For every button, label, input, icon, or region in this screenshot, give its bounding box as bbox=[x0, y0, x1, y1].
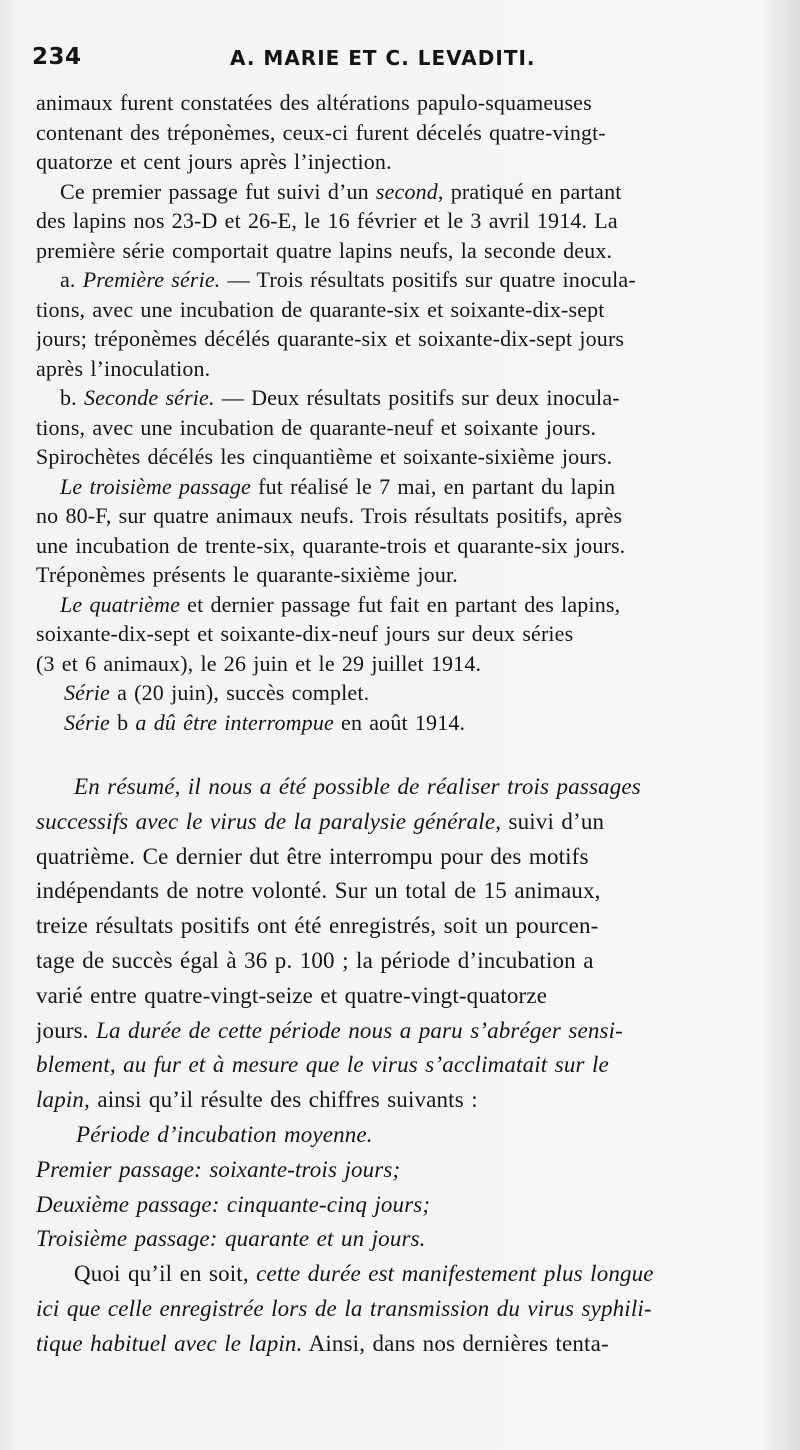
italic-text-segment: Série bbox=[64, 709, 110, 735]
italic-text-segment: Seconde série. bbox=[83, 385, 215, 410]
body-paragraph bbox=[36, 590, 764, 679]
text-segment: une incubation de trente-six, quarante-trois et quarante-six jours. bbox=[36, 532, 626, 558]
text-segment: tions, avec une incubation de quarante-neuf et soixante jours. bbox=[36, 414, 597, 440]
text-segment: (3 et 6 animaux), le 26 juin et le 29 juillet 1914. bbox=[36, 650, 482, 676]
summary-text-line bbox=[36, 770, 764, 805]
summary-section bbox=[36, 770, 764, 1362]
body-text-line bbox=[36, 442, 764, 472]
body-text-line bbox=[36, 472, 764, 502]
text-segment: suivi d’un bbox=[501, 808, 605, 834]
body-text-line bbox=[36, 383, 764, 413]
page-number: 234 bbox=[32, 44, 82, 70]
text-segment: tions, avec une incubation de quarante-six et soixante-dix-sept bbox=[36, 296, 605, 322]
text-segment: a (20 juin), succès complet. bbox=[109, 680, 370, 705]
summary-text-line bbox=[36, 1153, 764, 1188]
italic-text-segment: ici que celle enregistrée lors de la transmission du virus syphili- bbox=[36, 1295, 652, 1321]
summary-text-line bbox=[36, 1292, 764, 1327]
text-segment: et dernier passage fut fait en partant des lapins, bbox=[180, 591, 621, 617]
summary-text-line bbox=[36, 840, 764, 875]
summary-text-line bbox=[36, 1188, 764, 1223]
text-segment: no 80-F, sur quatre animaux neufs. Trois résultats positifs, après bbox=[36, 503, 623, 528]
body-text-line bbox=[36, 678, 764, 708]
text-segment: , pratiqué en partant bbox=[437, 178, 622, 204]
summary-text-line bbox=[36, 1257, 764, 1292]
text-segment: b. bbox=[60, 385, 84, 410]
summary-text-line bbox=[36, 805, 764, 840]
text-segment: Quoi qu’il en soit, bbox=[74, 1261, 257, 1287]
text-segment: b bbox=[109, 709, 136, 735]
text-segment: tage de succès égal à 36 p. 100 ; la période d’incubation a bbox=[36, 947, 594, 973]
body-text-line bbox=[36, 177, 764, 207]
body-text-line bbox=[36, 708, 764, 738]
italic-text-segment: cette durée est manifestement plus longue bbox=[256, 1261, 654, 1287]
body-paragraph bbox=[36, 383, 764, 472]
summary-text-line bbox=[36, 1118, 764, 1153]
text-segment: des lapins nos 23-D et 26-E, le 16 février et le 3 avril 1914. La bbox=[36, 208, 618, 233]
body-text-line bbox=[36, 649, 764, 679]
text-segment: quatrième. Ce dernier dut être interrompu pour des motifs bbox=[36, 843, 589, 869]
experiment-passages-section bbox=[36, 88, 764, 737]
summary-text-line bbox=[36, 944, 764, 979]
body-text-line bbox=[36, 354, 764, 384]
body-paragraph bbox=[36, 678, 764, 708]
text-segment: — Deux résultats positifs sur deux inocula- bbox=[214, 385, 620, 410]
summary-text-line bbox=[36, 1083, 764, 1118]
text-segment: quatorze et cent jours après l’injection. bbox=[36, 149, 392, 174]
italic-text-segment: Première série. bbox=[82, 267, 221, 292]
text-segment: après l’inoculation. bbox=[36, 355, 211, 381]
italic-text-segment: Le troisième passage bbox=[60, 473, 251, 499]
body-text-line bbox=[36, 531, 764, 561]
text-segment: a. bbox=[60, 267, 83, 292]
italic-text-segment: second bbox=[375, 178, 438, 204]
text-segment: indépendants de notre volonté. Sur un total de 15 animaux, bbox=[36, 878, 601, 904]
text-segment: animaux furent constatées des altérations papulo-squameuses bbox=[36, 90, 592, 115]
text-segment: fut réalisé le 7 mai, en partant du lapin bbox=[250, 473, 616, 499]
text-segment: jours; tréponèmes décélés quarante-six et soixante-dix-sept jours bbox=[36, 326, 625, 351]
body-text-line bbox=[36, 501, 764, 531]
body-text-line bbox=[36, 619, 764, 649]
italic-text-segment: Série bbox=[64, 680, 110, 705]
body-text-line bbox=[36, 236, 764, 266]
running-head: A. MARIE ET C. LEVADITI. bbox=[230, 46, 536, 70]
summary-text-line bbox=[36, 1048, 764, 1083]
summary-text-line bbox=[36, 979, 764, 1014]
body-text-line bbox=[36, 324, 764, 354]
body-text-line bbox=[36, 88, 764, 118]
italic-text-segment: La durée de cette période nous a paru s’abréger sensi- bbox=[96, 1017, 623, 1043]
summary-paragraph bbox=[36, 1118, 764, 1257]
text-segment: Ainsi, dans nos dernières tenta- bbox=[302, 1330, 609, 1356]
body-text-line bbox=[36, 265, 764, 295]
italic-text-segment: Premier passage: soixante-trois jours; bbox=[36, 1156, 401, 1182]
italic-text-segment: Le quatrième bbox=[60, 591, 181, 617]
body-paragraph bbox=[36, 708, 764, 738]
italic-text-segment: tique habituel avec le lapin. bbox=[36, 1330, 303, 1356]
text-segment: — Trois résultats positifs sur quatre inocula- bbox=[220, 267, 636, 292]
body-paragraph bbox=[36, 88, 764, 177]
italic-text-segment: successifs avec le virus de la paralysie générale, bbox=[36, 808, 502, 834]
text-segment: jours. bbox=[36, 1017, 97, 1043]
text-segment: Tréponèmes présents le quarante-sixième jour. bbox=[36, 562, 458, 587]
summary-paragraph bbox=[36, 770, 764, 1118]
body-text-line bbox=[36, 206, 764, 236]
body-paragraph bbox=[36, 472, 764, 590]
body-text-line bbox=[36, 590, 764, 620]
italic-text-segment: Deuxième passage: cinquante-cinq jours; bbox=[36, 1191, 431, 1217]
text-segment: Spirochètes décélés les cinquantième et soixante-sixième jours. bbox=[36, 444, 613, 469]
summary-text-line bbox=[36, 1327, 764, 1362]
text-segment: contenant des tréponèmes, ceux-ci furent décelés quatre-vingt- bbox=[36, 119, 606, 145]
italic-text-segment: a dû être interrompue bbox=[135, 709, 334, 735]
italic-text-segment: En résumé, il nous a été possible de réaliser trois passages bbox=[74, 774, 641, 799]
italic-text-segment: lapin, bbox=[36, 1087, 90, 1113]
summary-text-line bbox=[36, 874, 764, 909]
summary-text-line bbox=[36, 1222, 764, 1257]
text-segment: première série comportait quatre lapins neufs, la seconde deux. bbox=[36, 237, 613, 263]
body-text-line bbox=[36, 295, 764, 325]
text-segment: varié entre quatre-vingt-seize et quatre-vingt-quatorze bbox=[36, 982, 548, 1008]
body-paragraph bbox=[36, 177, 764, 266]
text-segment: treize résultats positifs ont été enregistrés, soit un pourcen- bbox=[36, 913, 599, 939]
italic-text-segment: Période d’incubation moyenne. bbox=[76, 1121, 373, 1147]
body-text-line bbox=[36, 560, 764, 590]
text-segment: Ce premier passage fut suivi d’un bbox=[60, 178, 376, 204]
body-text-line bbox=[36, 413, 764, 443]
text-segment: soixante-dix-sept et soixante-dix-neuf jours sur deux séries bbox=[36, 621, 574, 646]
body-text-line bbox=[36, 147, 764, 177]
body-text-line bbox=[36, 118, 764, 148]
summary-text-line bbox=[36, 1014, 764, 1049]
body-paragraph bbox=[36, 265, 764, 383]
italic-text-segment: Troisième passage: quarante et un jours. bbox=[36, 1226, 426, 1252]
italic-text-segment: blement, au fur et à mesure que le virus s’acclimatait sur le bbox=[36, 1052, 609, 1078]
summary-text-line bbox=[36, 909, 764, 944]
text-segment: ainsi qu’il résulte des chiffres suivants : bbox=[89, 1087, 478, 1113]
summary-paragraph bbox=[36, 1257, 764, 1361]
page-header bbox=[32, 44, 762, 74]
text-segment: en août 1914. bbox=[333, 709, 466, 735]
